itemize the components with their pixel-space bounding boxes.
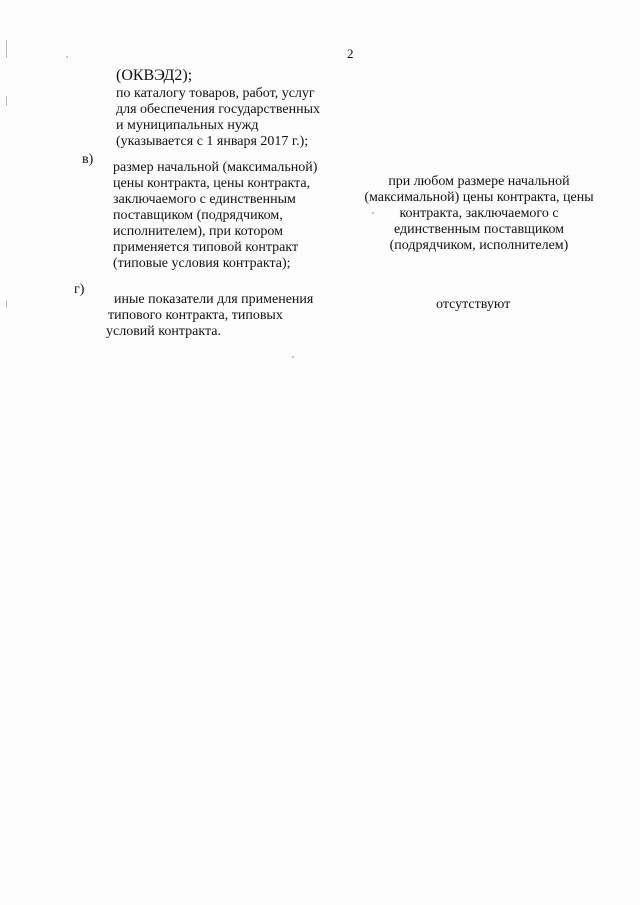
text-line: при любом размере начальной (388, 174, 570, 189)
text-line: цены контракта, цены контракта, (113, 176, 311, 191)
page-number: 2 (347, 46, 354, 61)
text-line: условий контракта. (106, 324, 222, 339)
text-line: типового контракта, типовых (108, 308, 283, 323)
item-g-marker: г) (74, 282, 85, 297)
text-line: поставщиком (подрядчиком, (113, 208, 283, 223)
text-line: (ОКВЭД2); (116, 67, 193, 84)
text-line: (подрядчиком, исполнителем) (389, 238, 569, 253)
item-v-marker: в) (82, 152, 94, 167)
text-line: размер начальной (максимальной) (113, 160, 318, 175)
item-b-continuation (116, 66, 320, 150)
text-line: заключаемого с единственным (113, 192, 296, 207)
item-g-left-text (106, 292, 313, 340)
scan-artifact (6, 300, 7, 308)
text-line: единственным поставщиком (393, 222, 565, 237)
text-line: и муниципальных нужд (116, 118, 259, 133)
scan-artifact (6, 40, 7, 58)
item-g-right-value: отсутствуют (436, 297, 511, 312)
text-line: применяется типовой контракт (113, 240, 299, 255)
text-line: контракта, заключаемого с (399, 206, 559, 221)
text-line: исполнителем), при котором (113, 224, 283, 239)
item-v-left-text (113, 160, 317, 272)
scan-artifact (6, 96, 7, 106)
scan-artifact (66, 56, 68, 58)
text-line: иные показатели для применения (114, 292, 314, 307)
text-line: (указывается с 1 января 2017 г.); (116, 134, 309, 149)
text-line: для обеспечения государственных (116, 102, 320, 117)
text-line: по каталогу товаров, работ, услуг (116, 86, 315, 101)
text-line: (типовые условия контракта); (113, 256, 291, 271)
text-line: (максимальной) цены контракта, цены (364, 190, 594, 205)
scan-artifact (292, 356, 294, 358)
item-v-right-text (352, 174, 606, 254)
